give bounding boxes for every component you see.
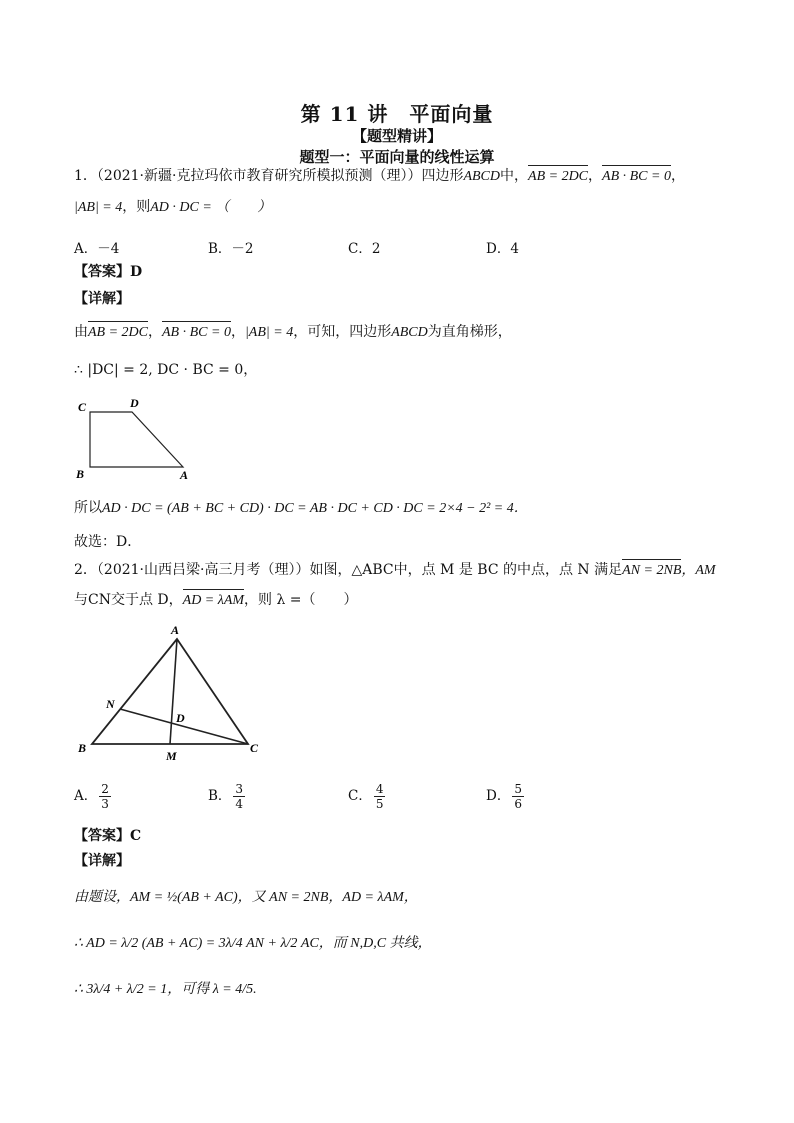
- q1-conclusion: 故选：D．: [74, 534, 142, 550]
- q1-answer: 【答案】D: [74, 264, 143, 280]
- q2-option-d-label: D．: [486, 788, 511, 804]
- label-m: M: [166, 749, 177, 763]
- q2-line2-a: 与CN交于点 D，: [74, 592, 183, 608]
- q1-option-b: B．－2: [208, 241, 254, 257]
- q2-line2-b: ，则 λ =（ ）: [244, 592, 358, 608]
- q1-condition-1: AB = 2DC: [528, 167, 588, 187]
- q1-sol3-prefix: 所以: [74, 500, 102, 516]
- triangle-abc: [92, 639, 248, 744]
- label-a: A: [180, 468, 189, 482]
- q2-option-d: [486, 782, 526, 811]
- q2-answer: 【答案】C: [74, 828, 142, 844]
- q2-solution-line2: ∴ AD = λ/2 (AB + AC) = 3λ/4 AN + λ/2 AC，而 N,D,C 共线，: [74, 936, 432, 951]
- q1-sol-shape: ABCD: [391, 325, 428, 340]
- denominator: 6: [514, 797, 522, 811]
- q2-text-b: ，AM: [681, 563, 716, 578]
- q2-option-a-label: A．: [74, 788, 98, 804]
- q2-triangle-figure: [70, 620, 270, 770]
- page-title: 第 11 讲 平面向量: [300, 102, 494, 126]
- q1-text-b: 中，: [500, 168, 529, 184]
- q1-sol-cond1: AB = 2DC: [88, 323, 148, 343]
- q1-option-d: D．4: [486, 241, 519, 257]
- q2-option-a-fraction: [99, 782, 111, 811]
- label-a: A: [171, 623, 180, 637]
- numerator: 5: [514, 782, 522, 796]
- q1-sol-suffix: ，可知，四边形: [293, 324, 392, 340]
- q1-number: 1．: [74, 168, 97, 184]
- denominator: 4: [235, 797, 244, 811]
- q2-solution-line3: ∴ 3λ/4 + λ/2 = 1，可得 λ = 4/5.: [74, 982, 257, 997]
- q2-option-a: [74, 782, 113, 811]
- q1-option-c: C．2: [348, 241, 381, 257]
- q1-text: 四边形: [421, 168, 464, 184]
- q2-stem-line2: [74, 590, 358, 611]
- q2-solution-line1: 由题设，AM = ½(AB + AC)，又 AN = 2NB，AD = λAM，: [74, 890, 418, 905]
- q2-source: （2021·山西吕梁·高三月考（理））: [96, 562, 310, 578]
- section-heading: 题型一：平面向量的线性运算: [299, 148, 495, 166]
- q1-detail-label: 【详解】: [74, 291, 130, 307]
- trapezoid-shape: [90, 412, 183, 467]
- denominator: 5: [375, 797, 384, 811]
- q2-number: 2．: [74, 562, 97, 578]
- q1-option-a: A．－4: [74, 241, 120, 257]
- q1-condition-3: |AB| = 4: [74, 200, 123, 215]
- q2-option-b: [208, 782, 247, 811]
- q2-text: 如图，△ABC中，点 M 是 BC 的中点，点 N 满足: [309, 562, 623, 578]
- q1-stem-line2: [74, 197, 271, 218]
- denominator: 3: [101, 797, 109, 811]
- q2-option-c-label: C．: [348, 788, 372, 804]
- q2-option-b-label: B．: [208, 788, 232, 804]
- q1-solution-line2: ∴ |DC| = 2, DC · BC = 0，: [74, 362, 258, 378]
- label-c: C: [78, 400, 87, 414]
- label-d: D: [176, 711, 185, 725]
- q1-sol3-expr: AD · DC = (AB + BC + CD) · DC = AB · DC + CD · DC = 2×4 − 2² = 4．: [102, 501, 528, 516]
- numerator: 3: [235, 782, 244, 796]
- q1-sol-cond2: AB · BC = 0: [162, 323, 231, 343]
- page-subtitle: 【题型精讲】: [351, 127, 442, 145]
- q1-stem-line1: 1．（2021·新疆·克拉玛依市教育研究所模拟预测（理））四边形ABCD中，AB = 2DC，AB · BC = 0，: [74, 166, 685, 187]
- q1-then: ，则: [122, 199, 151, 215]
- label-b: B: [76, 467, 85, 481]
- q2-stem-line1: [74, 560, 716, 581]
- q1-source: （2021·新疆·克拉玛依市教育研究所模拟预测（理））: [96, 168, 422, 184]
- numerator: 2: [101, 782, 109, 796]
- q2-option-c-fraction: [374, 782, 386, 811]
- q2-detail-label: 【详解】: [74, 853, 130, 869]
- q1-sol-prefix: 由: [74, 324, 88, 340]
- q1-trapezoid-figure: [70, 395, 200, 490]
- q1-sol-end: 为直角梯形，: [427, 324, 512, 340]
- q1-solution-line3: [74, 498, 528, 519]
- q2-condition-1: AN = 2NB: [622, 561, 681, 581]
- q2-option-c: [348, 782, 387, 811]
- q2-option-b-fraction: [233, 782, 245, 811]
- numerator: 4: [375, 782, 384, 796]
- label-c: C: [250, 741, 259, 755]
- segment-am: [170, 639, 177, 744]
- q1-solution-line1: 由AB = 2DC，AB · BC = 0，|AB| = 4，可知，四边形ABCD为直角梯形，: [74, 322, 512, 343]
- label-n: N: [106, 697, 115, 711]
- q2-condition-2: AD = λAM: [183, 591, 244, 611]
- q1-question: AD · DC = （ ）: [150, 200, 272, 215]
- q1-shape-name: ABCD: [463, 169, 501, 184]
- q2-option-d-fraction: [512, 782, 524, 811]
- q1-sol-cond3: |AB| = 4: [244, 325, 294, 340]
- label-d: D: [130, 396, 139, 410]
- q1-condition-2: AB · BC = 0: [602, 167, 671, 187]
- label-b: B: [78, 741, 87, 755]
